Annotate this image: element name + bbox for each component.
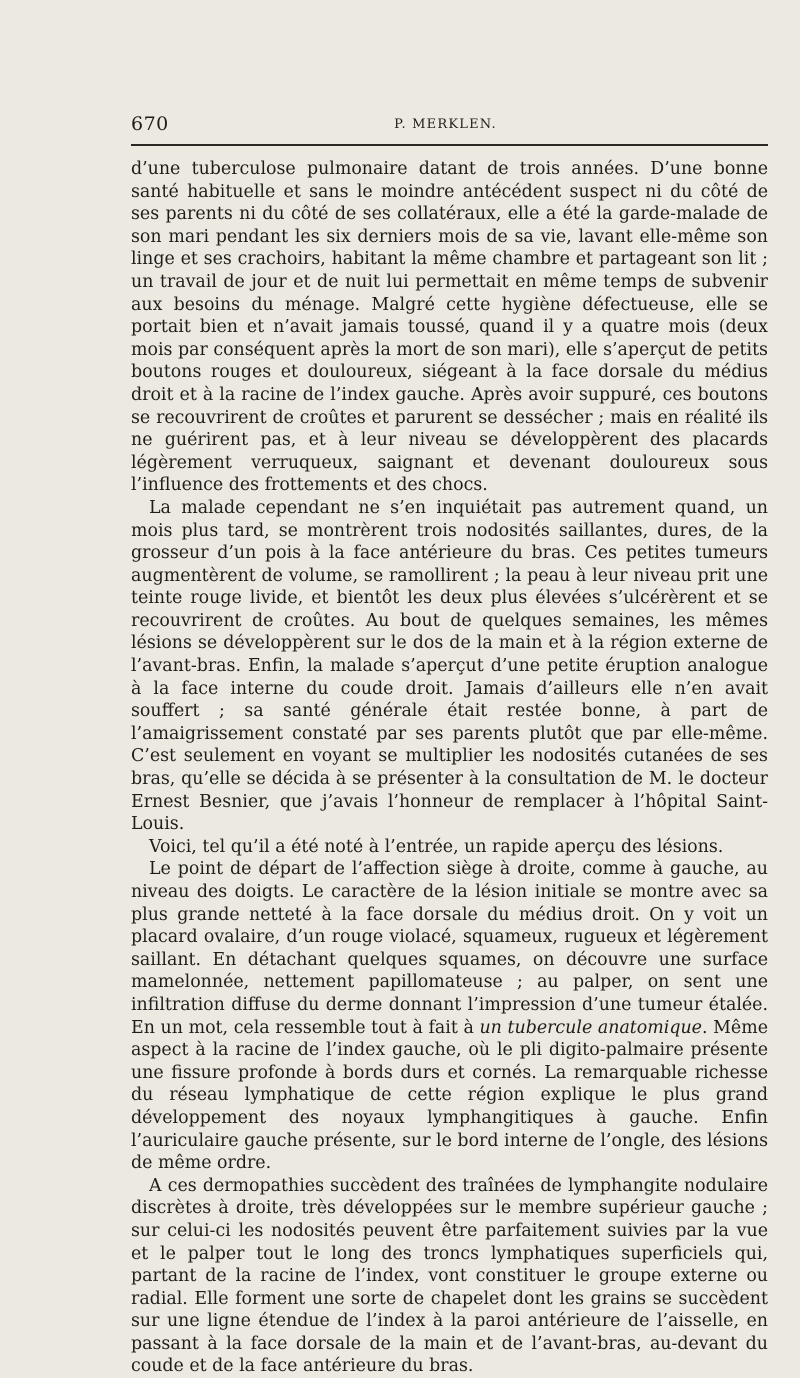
paragraph-4-text-before: Le point de départ de l’affection siège à droite, comme à gauche, au niveau des doigts. Le caractère de la lésion initiale se montre avec sa plus grande netteté à la face dorsale du médius droit. On y voit un placard ovalaire, d’un rouge violacé, squameux, rugueux et légèrement saillant. En détachant quelques squames, on découvre une surface mamelonnée, nettement papillomateuse ; au palper, on sent une infiltration diffuse du derme donnant l’impression d’une tumeur étalée. En un mot, cela ressemble tout à fait à [131, 859, 768, 1038]
paragraph-4-text-after: . Même aspect à la racine de l’index gauche, où le pli digito-palmaire présente une fissure profonde à bords durs et cornés. La remarquable richesse du réseau lymphatique de cette région explique le plus grand développement des noyaux lymphangitiques à gauche. Enfin l’auriculaire gauche présente, sur le bord interne de l’ongle, des lésions de même ordre. [131, 1017, 769, 1174]
paragraph-2: La malade cependant ne s’en inquiétait pas autrement quand, un mois plus tard, se montrèrent trois nodosités saillantes, dures, de la grosseur d’un pois à la face antérieure du bras. Ces petites tumeurs augmentèrent de volume, se ramollirent ; la peau à leur niveau prit une teinte rouge livide, et bientôt les deux plus élevées s’ulcérèrent et se recouvrirent de croûtes. Au bout de quelques semaines, les mêmes lésions se développèrent sur le dos de la main et à la région externe de l’avant-bras. Enfin, la malade s’aperçut d’une petite éruption analogue à la face interne du coude droit. Jamais d’ailleurs elle n’en avait souffert ; sa santé générale était restée bonne, à part de l’amaigrissement constaté par ses parents plutôt que par elle-même. C’est seulement en voyant se multiplier les nodosités cutanées de ses bras, qu’elle se décida à se présenter à la consultation de M. le docteur Ernest Besnier, que j’avais l’honneur de remplacer à l’hôpital Saint-Louis. [131, 497, 768, 835]
header-rule [131, 144, 768, 146]
paragraph-3: Voici, tel qu’il a été noté à l’entrée, un rapide aperçu des lésions. [149, 836, 724, 857]
paragraph-4-emphasis: un tubercule anatomique [479, 1017, 702, 1038]
paragraph-1: d’une tuberculose pulmonaire datant de trois années. D’une bonne santé habituelle et sans le moindre antécédent suspect ni du côté de ses parents ni du côté de ses collatéraux, elle a été la garde-malade de son mari pendant les six derniers mois de sa vie, lavant elle-même son linge et ses crachoirs, habitant la même chambre et partageant son lit ; un travail de jour et de nuit lui permettait en même temps de subvenir aux besoins du ménage. Malgré cette hygiène défectueuse, elle se portait bien et n’avait jamais toussé, quand il y a quatre mois (deux mois par conséquent après la mort de son mari), elle s’aperçut de petits boutons rouges et douloureux, siégeant à la face dorsale du médius droit et à la racine de l’index gauche. Après avoir suppuré, ces boutons se recouvrirent de croûtes et parurent se dessécher ; mais en réalité ils ne guérirent pas, et à leur niveau se développèrent des placards légèrement verruqueux, saignant et devenant douloureux sous l’influence des frottements et des chocs. [131, 159, 768, 496]
page-header [131, 113, 760, 143]
body-text [131, 158, 768, 1378]
paragraph-5: A ces dermopathies succèdent des traînées de lymphangite nodulaire discrètes à droite, très développées sur le membre supérieur gauche ; sur celui-ci les nodosités peuvent être parfaitement suivies par la vue et le palper tout le long des troncs lymphatiques superficiels qui, partant de la racine de l’index, vont constituer le groupe externe ou radial. Elle forment une sorte de chapelet dont les grains se succèdent sur une ligne étendue de l’index à la paroi antérieure de l’aisselle, en passant à la face dorsale de la main et de l’avant-bras, au-devant du coude et de la face antérieure du bras. [131, 1175, 768, 1377]
paragraph-4 [131, 858, 768, 1174]
running-head: P. MERKLEN. [394, 117, 497, 132]
page-number: 670 [131, 113, 169, 135]
